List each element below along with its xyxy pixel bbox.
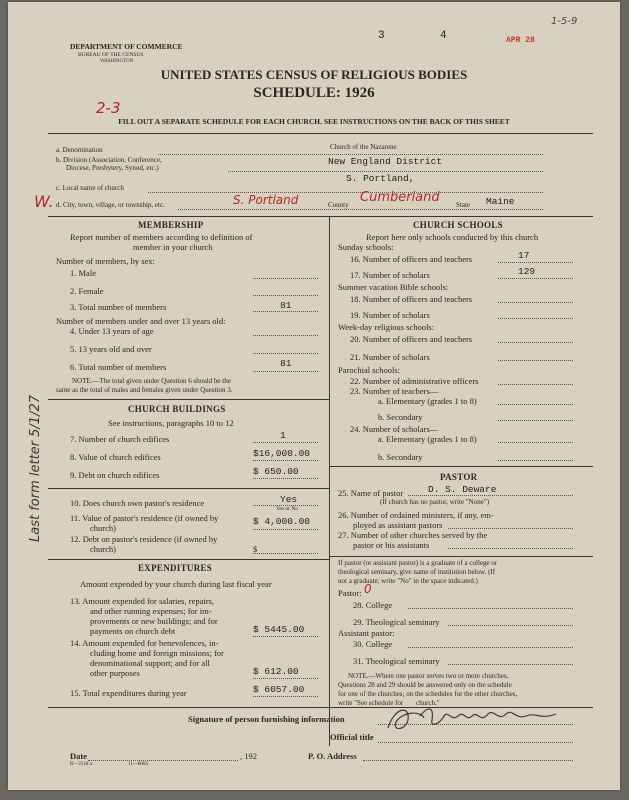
stamp-number: 3 — [378, 30, 385, 42]
buildings-instruction: See instructions, paragraphs 10 to 12 — [108, 418, 234, 428]
pastor-name-value: D. S. Deware — [428, 484, 497, 495]
teachers-secondary-label: b. Secondary — [378, 412, 423, 422]
state-value: Maine — [486, 196, 515, 207]
salaries-value: $ 5445.00 — [253, 624, 305, 635]
graduate-note-1: If pastor (or assistant pastor) is a graduate of a college or — [338, 559, 498, 567]
pastor-heading: PASTOR — [440, 472, 478, 482]
form-schedule: SCHEDULE: 1926 — [253, 85, 375, 101]
assistant-pastor-label: Assistant pastor: — [338, 628, 395, 638]
print-code: 11—8064 — [128, 762, 148, 767]
sunday-officers-value: 17 — [518, 250, 530, 261]
graduate-note-3: not a graduate, write "No" in the space indicated.) — [338, 577, 478, 585]
edifices-label: 7. Number of church edifices — [70, 434, 170, 444]
other-churches-label-1: 27. Number of other churches served by the — [338, 530, 488, 540]
college-label-30: 30. College — [353, 639, 393, 649]
stamp-digit: 4 — [440, 30, 447, 42]
pastor-zero-mark: 0 — [364, 582, 372, 596]
teachers-elementary-label: a. Elementary (grades 1 to 8) — [378, 396, 477, 406]
vacation-scholars-label: 19. Number of scholars — [350, 310, 430, 320]
edifice-debt-value: $ 650.00 — [253, 466, 299, 477]
ordained-label-2: ployed as assistant pastors — [353, 520, 443, 530]
teachers-label: 23. Number of teachers— — [350, 386, 439, 396]
graduate-note-2: theological seminary, give name of institution below. (If — [338, 568, 496, 576]
denomination-value: Church of the Nazarene — [330, 143, 397, 151]
pastor-note-3: for one of the churches; on the schedules for the other churches, — [338, 690, 518, 698]
sunday-schools-label: Sunday schools: — [338, 242, 394, 252]
benevolences-value: $ 612.00 — [253, 666, 299, 677]
total-members-6-label: 6. Total number of members — [70, 362, 167, 372]
sunday-scholars-value: 129 — [518, 266, 536, 277]
total-members-label: 3. Total number of members — [70, 302, 167, 312]
admin-officers-label: 22. Number of administrative officers — [350, 376, 479, 386]
division-label: b. Division (Association, Conference, — [56, 156, 162, 164]
ordained-label-1: 26. Number of ordained ministers, if any, em- — [338, 510, 494, 520]
pastor-note-4: write "See schedule for — [338, 699, 404, 707]
over-13-label: 5. 13 years old and over — [70, 344, 152, 354]
official-title-label: Official title — [330, 732, 374, 742]
total-members-value: 81 — [280, 300, 292, 311]
salaries-label-1: 13. Amount expended for salaries, repairs, — [70, 596, 214, 606]
benevolences-label-4: other purposes — [90, 668, 140, 678]
weekday-scholars-label: 21. Number of scholars — [350, 352, 430, 362]
po-address-label: P. O. Address — [308, 751, 357, 761]
salaries-label-4: payments on church debt — [90, 626, 176, 636]
city-value: S. Portland — [233, 193, 299, 207]
county-label: County — [328, 201, 349, 209]
church-name-label: c. Local name of church — [56, 184, 124, 192]
benevolences-label-1: 14. Amount expended for benevolences, in- — [70, 638, 219, 648]
membership-note-2: same as the total of males and females given under Question 3. — [56, 386, 233, 394]
date-label: Date — [70, 751, 87, 761]
denomination-label: a. Denomination — [56, 146, 103, 154]
residence-debt-sublabel: church) — [90, 544, 116, 554]
scholars-label: 24. Number of scholars— — [350, 424, 439, 434]
pastor-name-label: 25. Name of pastor — [338, 488, 404, 498]
instructions-line: FILL OUT A SEPARATE SCHEDULE FOR EACH CHURCH. SEE INSTRUCTIONS ON THE BACK OF THIS SHEET — [118, 117, 510, 126]
members-by-sex-label: Number of members, by sex: — [56, 256, 155, 266]
sunday-officers-label: 16. Number of officers and teachers — [350, 254, 473, 264]
form-code: R—2518 a — [70, 762, 92, 767]
membership-instruction-2: member in your church — [133, 242, 213, 252]
membership-instruction-1: Report number of members according to definition of — [70, 232, 253, 242]
parochial-schools-label: Parochial schools: — [338, 365, 401, 375]
other-churches-label-2: pastor or his assistants — [353, 540, 430, 550]
margin-note: Last form letter 5/1/27 — [28, 394, 43, 542]
department-label: DEPARTMENT OF COMMERCE — [70, 42, 183, 51]
scholars-elementary-label: a. Elementary (grades 1 to 8) — [378, 434, 477, 444]
pastor-name-hint: (If church has no pastor, write "None") — [380, 498, 490, 506]
scholars-secondary-label: b. Secondary — [378, 452, 423, 462]
sunday-scholars-label: 17. Number of scholars — [350, 270, 430, 280]
weekday-officers-label: 20. Number of officers and teachers — [350, 334, 473, 344]
residence-debt-dollar: $ — [253, 544, 258, 554]
female-label: 2. Female — [70, 286, 104, 296]
college-label-28: 28. College — [353, 600, 393, 610]
residence-value-sublabel: church) — [90, 523, 116, 533]
division-value: New England District — [328, 156, 443, 167]
residence-value: $ 4,000.00 — [253, 516, 311, 527]
weekday-schools-label: Week-day religious schools: — [338, 322, 435, 332]
county-value: Cumberland — [360, 190, 440, 205]
pastor-sub-label: Pastor: — [338, 588, 362, 598]
pastor-residence-value: Yes — [280, 494, 298, 505]
edifice-value-label: 8. Value of church edifices — [70, 452, 161, 462]
state-label: State — [456, 201, 470, 209]
corner-annotation: 1-5-9 — [551, 16, 578, 27]
under-13-label: 4. Under 13 years of age — [70, 326, 154, 336]
male-label: 1. Male — [70, 268, 96, 278]
vacation-officers-label: 18. Number of officers and teachers — [350, 294, 473, 304]
received-date-stamp: APR 28 — [506, 36, 535, 45]
seminary-label-31: 31. Theological seminary — [353, 656, 440, 666]
under-over-label: Number of members under and over 13 years old: — [56, 316, 226, 326]
edifice-value: $16,000.00 — [253, 448, 311, 459]
total-expenditures-value: $ 6057.00 — [253, 684, 305, 695]
vacation-schools-label: Summer vacation Bible schools: — [338, 282, 449, 292]
handwritten-code: 2-3 — [96, 99, 121, 117]
city-county-label: d. City, town, village, or township, etc. — [56, 201, 165, 209]
census-form-sheet — [8, 2, 620, 790]
seminary-label-29: 29. Theological seminary — [353, 617, 440, 627]
expenditures-heading: EXPENDITURES — [138, 563, 213, 573]
pastor-note-1: NOTE.—Where one pastor serves two or more churches, — [348, 672, 509, 680]
city-label: WASHINGTON — [100, 59, 134, 64]
handwritten-w: W. — [34, 192, 54, 211]
buildings-heading: CHURCH BUILDINGS — [128, 404, 226, 414]
schools-heading: CHURCH SCHOOLS — [413, 220, 503, 230]
residence-value-label: 11. Value of pastor's residence (if owned by — [70, 513, 219, 523]
expenditures-instruction: Amount expended by your church during last fiscal year — [80, 579, 272, 589]
date-year: , 192 — [240, 751, 257, 761]
signature-scribble — [380, 702, 570, 734]
benevolences-label-2: cluding home and foreign missions; for — [90, 648, 224, 658]
yes-or-no-hint: Yes or No — [276, 506, 299, 512]
salaries-label-2: and other running expenses; for im- — [90, 606, 212, 616]
pastor-residence-label: 10. Does church own pastor's residence — [70, 498, 205, 508]
edifice-debt-label: 9. Debt on church edifices — [70, 470, 160, 480]
church-name-value: S. Portland, — [346, 173, 415, 184]
signature-label: Signature of person furnishing information — [188, 714, 345, 724]
residence-debt-label: 12. Debt on pastor's residence (if owned by — [70, 534, 218, 544]
total-members-6-value: 81 — [280, 358, 292, 369]
edifices-value: 1 — [280, 430, 286, 441]
benevolences-label-3: denominational support; and for all — [90, 658, 210, 668]
form-title: UNITED STATES CENSUS OF RELIGIOUS BODIES — [160, 67, 468, 82]
bureau-label: BUREAU OF THE CENSUS — [78, 52, 144, 58]
total-expenditures-label: 15. Total expenditures during year — [70, 688, 187, 698]
membership-note-1: NOTE.—The total given under Question 6 should be the — [72, 377, 231, 385]
salaries-label-3: provements or new buildings; and for — [90, 616, 218, 626]
membership-heading: MEMBERSHIP — [138, 220, 204, 230]
pastor-note-4-church: church." — [416, 699, 440, 707]
division-sublabel: Diocese, Presbytery, Synod, etc.) — [66, 164, 159, 172]
schools-instruction: Report here only schools conducted by this church — [366, 232, 539, 242]
pastor-note-2: Questions 28 and 29 should be answered only on the schedule — [338, 681, 512, 689]
